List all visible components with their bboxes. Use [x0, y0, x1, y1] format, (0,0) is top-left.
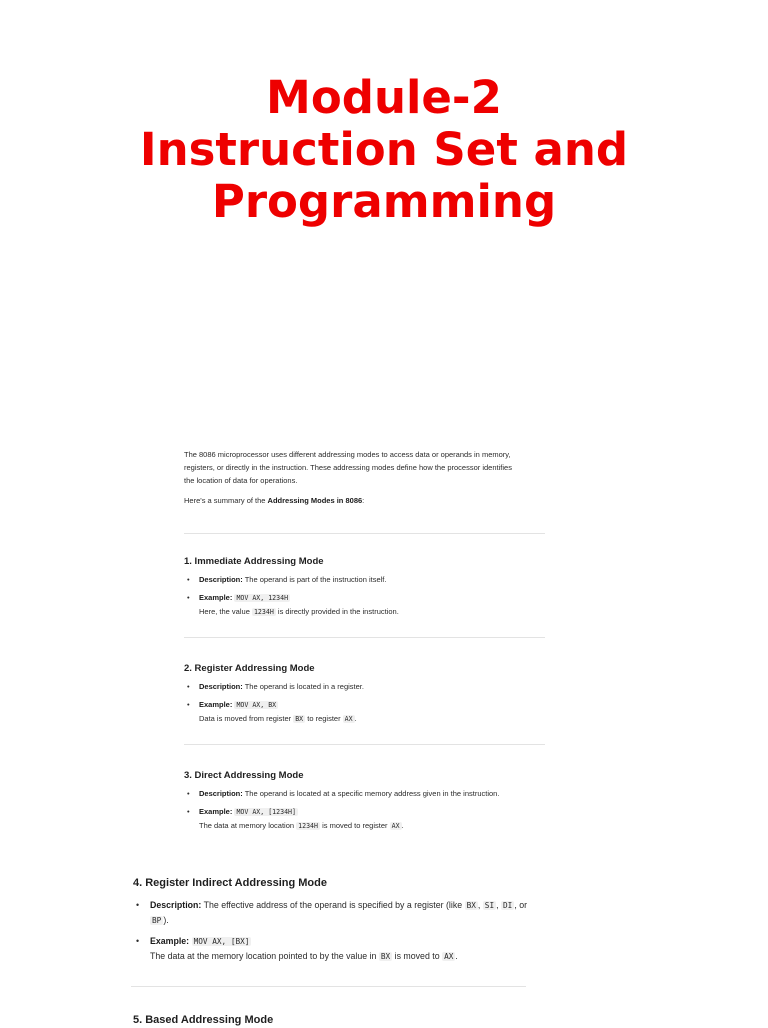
code-snippet: BX	[380, 952, 391, 961]
bullet-icon: •	[187, 575, 190, 584]
code-snippet: 1234H	[298, 822, 318, 830]
document-title	[0, 72, 768, 228]
section-heading: 3. Direct Addressing Mode	[184, 770, 304, 781]
section-list	[175, 787, 547, 833]
code-snippet: BX	[295, 715, 304, 723]
code-snippet: 1234H	[253, 608, 274, 616]
list-item: • Example: MOV AX, 1234H Here, the value 1234H is directly provided in the instruction.	[187, 593, 399, 616]
section-heading: 4. Register Indirect Addressing Mode	[133, 877, 327, 889]
bullet-icon: •	[187, 807, 190, 816]
list-item: • Example: MOV AX, [BX] The data at the memory location pointed to by the value in BX is moved to AX .	[136, 936, 458, 961]
list-item: • Description: The operand is located in a register.	[187, 682, 364, 691]
notes-excerpt-2	[122, 868, 528, 1024]
bullet-icon: •	[187, 789, 190, 798]
list-item: • Example: MOV AX, [1234H] The data at memory location 1234H is moved to register AX .	[187, 807, 404, 830]
section-heading: 1. Immediate Addressing Mode	[184, 556, 324, 567]
intro-line: registers, or directly in the instruction. These addressing modes define how the processor identifies	[184, 463, 512, 472]
section-heading: 5. Based Addressing Mode	[133, 1014, 274, 1026]
code-snippet: BX	[466, 901, 476, 910]
code-snippet: MOV AX, BX	[236, 701, 277, 709]
list-item: • Description: The effective address of the operand is specified by a register (like BX , SI , DI , or BP ).	[136, 900, 528, 925]
code-snippet: SI	[484, 901, 495, 910]
section-list	[175, 680, 547, 726]
title-line-2: Instruction Set and	[139, 123, 629, 176]
bullet-icon: •	[187, 682, 190, 691]
bullet-icon: •	[136, 900, 140, 910]
code-snippet: MOV AX, [1234H]	[236, 808, 296, 816]
intro-line: the location of data for operations.	[184, 476, 298, 485]
bullet-icon: •	[136, 936, 140, 946]
code-snippet: AX	[444, 952, 454, 961]
list-item: • Description: The operand is part of the instruction itself.	[187, 575, 387, 584]
list-item: • Description: The operand is located at a specific memory address given in the instruction.	[187, 789, 500, 798]
intro-line: The 8086 microprocessor uses different addressing modes to access data or operands in memory,	[184, 450, 511, 459]
section-list	[175, 573, 547, 619]
code-snippet: MOV AX, [BX]	[193, 937, 250, 946]
code-snippet: BP	[152, 916, 162, 925]
title-line-1: Module-2	[266, 71, 502, 124]
section-list	[122, 898, 528, 964]
code-snippet: DI	[503, 901, 513, 910]
code-snippet: AX	[344, 715, 353, 723]
bullet-icon: •	[187, 593, 190, 602]
title-line-3: Programming	[211, 175, 557, 228]
list-item: • Example: MOV AX, BX Data is moved from register BX to register AX .	[187, 700, 357, 723]
code-snippet: MOV AX, 1234H	[236, 594, 289, 602]
notes-excerpt-1	[175, 440, 547, 862]
intro-paragraph	[184, 448, 547, 487]
summary-line: Here's a summary of the Addressing Modes in 8086:	[184, 496, 365, 505]
code-snippet: AX	[391, 822, 400, 830]
section-heading: 2. Register Addressing Mode	[184, 663, 315, 674]
bullet-icon: •	[187, 700, 190, 709]
summary-bold: Addressing Modes in 8086	[267, 496, 363, 505]
